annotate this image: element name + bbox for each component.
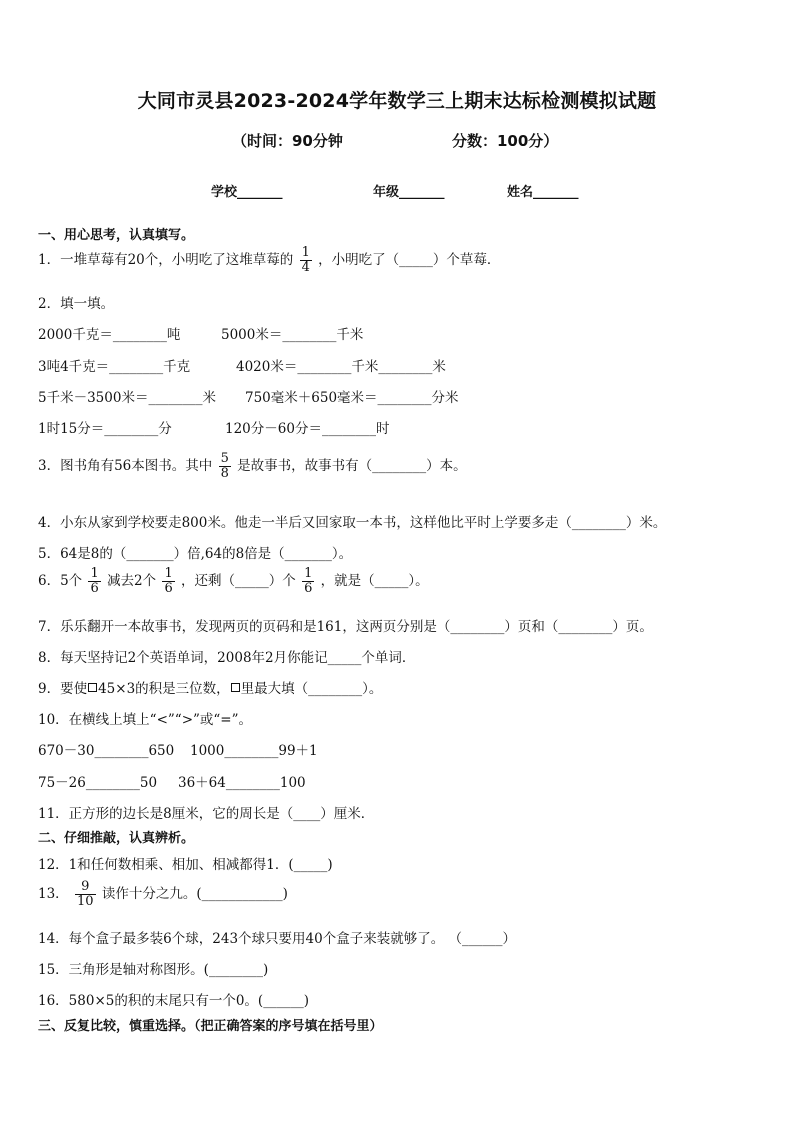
q3-fraction: $\frac{5}{8}$ bbox=[220, 451, 229, 481]
question-13: 13． $\frac{9}{10}$ 读作十分之九。(____________) bbox=[38, 879, 288, 909]
question-16: 16．580×5的积的末尾只有一个0。(______) bbox=[38, 993, 309, 1009]
question-2-row-3: 5千米－3500米＝________米 750毫米＋650毫米＝________分米 bbox=[38, 390, 459, 406]
square-blank-icon bbox=[88, 683, 97, 692]
question-2-row-4: 1时15分＝________分 120分－60分＝________时 bbox=[38, 421, 390, 437]
exam-score: 分数：100分） bbox=[452, 132, 559, 150]
school-field: 学校_______ bbox=[211, 185, 283, 200]
question-2-row-2: 3吨4千克＝________千克 4020米＝________千米________米 bbox=[38, 359, 446, 375]
q13-fraction: $\frac{9}{10}$ bbox=[76, 879, 94, 909]
section-3-heading: 三、反复比较，慎重选择。（把正确答案的序号填在括号里） bbox=[38, 1019, 383, 1034]
question-7: 7．乐乐翻开一本故事书，发现两页的页码和是161，这两页分别是（________）页和（________）页。 bbox=[38, 619, 653, 635]
question-2-heading: 2．填一填。 bbox=[38, 296, 115, 312]
section-1-heading: 一、用心思考，认真填写。 bbox=[38, 228, 195, 243]
question-10-row-2: 75－26________50 36＋64________100 bbox=[38, 775, 306, 791]
question-15: 15．三角形是轴对称图形。(________) bbox=[38, 962, 269, 978]
question-9: 9．要使 45×3的积是三位数， 里最大填（________）。 bbox=[38, 681, 383, 697]
question-2-row-1: 2000千克＝________吨 5000米＝________千米 bbox=[38, 327, 364, 343]
exam-time: （时间：90分钟 bbox=[232, 132, 343, 150]
page-title: 大同市灵县2023-2024学年数学三上期末达标检测模拟试题 bbox=[137, 90, 657, 112]
question-4: 4．小东从家到学校要走800米。他走一半后又回家取一本书，这样他比平时上学要多走（________）米。 bbox=[38, 515, 667, 531]
question-10-heading: 10．在横线上填上“<”“>”或“=”。 bbox=[38, 712, 253, 728]
question-6: 6．5个 $\frac{1}{6}$ 减去2个 $\frac{1}{6}$ ，还剩（_____）个 $\frac{1}{6}$ ，就是（_____）。 bbox=[38, 566, 429, 596]
question-10-row-1: 670－30________650 1000________99＋1 bbox=[38, 743, 318, 759]
square-blank-icon bbox=[231, 683, 240, 692]
section-2-heading: 二、仔细推敲，认真辨析。 bbox=[38, 831, 195, 846]
q1-fraction: $\frac{1}{4}$ bbox=[301, 245, 310, 275]
name-field: 姓名_______ bbox=[507, 185, 579, 200]
question-12: 12．1和任何数相乘、相加、相减都得1．(_____) bbox=[38, 857, 333, 873]
question-11: 11．正方形的边长是8厘米，它的周长是（____）厘米． bbox=[38, 806, 375, 822]
q1-text-pre: 1．一堆草莓有20个，小明吃了这堆草莓的 bbox=[38, 252, 294, 268]
grade-field: 年级_______ bbox=[373, 185, 445, 200]
question-1 bbox=[38, 246, 500, 275]
q1-text-post: ，小明吃了（_____）个草莓． bbox=[318, 252, 501, 268]
question-5: 5．64是8的（_______）倍,64的8倍是（_______）。 bbox=[38, 546, 353, 562]
question-3: 3．图书角有56本图书。其中 $\frac{5}{8}$ 是故事书，故事书有（________）本。 bbox=[38, 451, 467, 481]
question-14: 14．每个盒子最多装6个球，243个球只要用40个盒子来装就够了。 （______） bbox=[38, 931, 517, 947]
question-8: 8．每天坚持记2个英语单词，2008年2月你能记_____个单词． bbox=[38, 650, 416, 666]
